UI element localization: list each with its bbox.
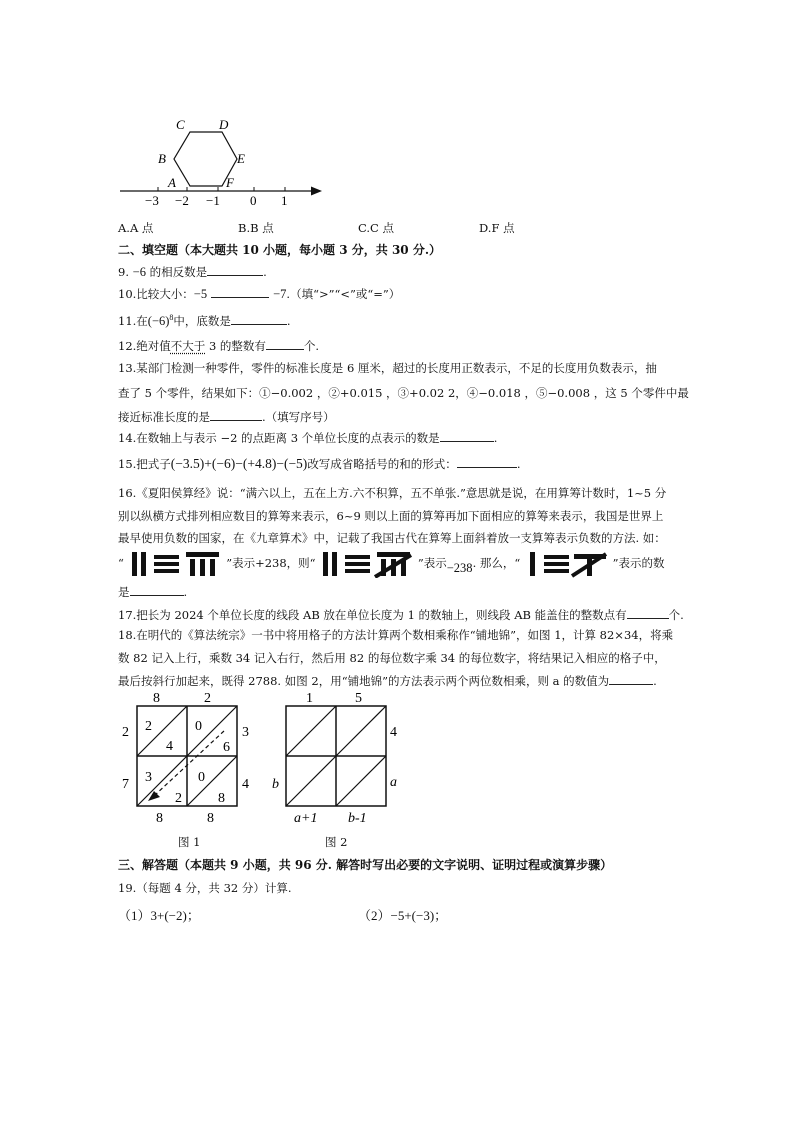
fig2-bottom-expression: a+1 — [294, 811, 318, 824]
q16-line2: 别以纵横方式排列相应数目的算筹来表示，6~9 则以上面的算筹再加下面相应的算筹来表示，我国是世界上 — [118, 509, 664, 523]
tick-label: −3 — [145, 193, 159, 208]
question-9 — [118, 263, 267, 280]
fig1-cell-digit: 0 — [198, 770, 205, 785]
question-18-line3 — [118, 672, 657, 689]
q8-option-a: A.A 点 — [118, 221, 154, 235]
q12-end: 个. — [303, 339, 320, 353]
q19-part-1: （1）3+(−2)； — [118, 908, 200, 923]
q11-text: 中，底数是 — [173, 314, 231, 328]
q14-end: . — [493, 431, 498, 445]
section2-title: 二、填空题（本大题共 10 小题，每小题 3 分，共 30 分.） — [118, 243, 441, 257]
number-line-arrow — [311, 187, 322, 196]
question-15 — [118, 455, 520, 472]
q8-option-c: C.C 点 — [358, 221, 394, 235]
q15-prefix: 15.把式子 — [118, 457, 171, 471]
q11-base: (−6) — [147, 314, 170, 328]
question-11 — [118, 312, 291, 329]
fig2-left-variable: b — [272, 777, 279, 792]
figure-1-caption: 图 1 — [178, 835, 201, 849]
q18-line1: 18.在明代的《算法统宗》一书中将用格子的方法计算两个数相乘称作“铺地锦”，如图 1，计算 82×34，将乘 — [118, 628, 674, 642]
fig1-cell-digit: 0 — [195, 719, 202, 734]
q16-text-b: ”表示+238，则“ — [226, 556, 316, 570]
q11-answer-blank[interactable] — [231, 312, 287, 325]
q15-expression: (−3.5)+(−6)−(+4.8)−(−5) — [170, 456, 308, 471]
q16-answer-blank[interactable] — [130, 583, 184, 596]
lattice-multiplication-figure-1 — [115, 688, 260, 824]
fig2-top-digit: 1 — [306, 691, 313, 706]
counting-rods-question-icon — [524, 550, 609, 578]
q10-prefix: 10.比较大小： — [118, 287, 194, 301]
q16-line1: 16.《夏阳侯算经》说：“满六以上，五在上方.六不积算，五不单张.”意思就是说，在用算筹计数时，1~5 分 — [118, 486, 667, 500]
question-16-line5 — [118, 583, 187, 600]
q10-right: −7 — [273, 287, 287, 301]
question-10 — [118, 285, 400, 302]
vertex-label-b: B — [158, 151, 166, 166]
fig2-right-digit: 4 — [390, 725, 397, 740]
fig1-cell-digit: 8 — [218, 791, 225, 806]
q14-answer-blank[interactable] — [440, 429, 494, 442]
fig2-right-variable: a — [390, 775, 397, 790]
vertex-label-f: F — [226, 175, 234, 190]
vertex-label-e: E — [237, 151, 245, 166]
q10-suffix: .（填“>”“<”或“=”） — [286, 287, 401, 301]
q9-end: . — [263, 265, 267, 279]
question-16-line4 — [118, 548, 664, 578]
q17-end: 个. — [668, 608, 684, 622]
q13-line3-text: 接近标准长度的是 — [118, 410, 210, 424]
q13-line3-end: .（填写序号） — [262, 410, 335, 424]
q18-line3-text: 最后按斜行加起来，既得 2788. 如图 2，用“铺地锦”的方法表示两个两位数相乘，则 a 的数值为 — [118, 674, 610, 688]
figure-2-caption: 图 2 — [325, 835, 348, 849]
q13-line1: 13.某部门检测一种零件，零件的标准长度是 6 厘米，超过的长度用正数表示，不足的长度用负数表示，抽 — [118, 361, 657, 375]
tick-label: −2 — [175, 193, 189, 208]
q15-text: 改写成省略括号的和的形式： — [307, 457, 457, 471]
q19-header: 19.（每题 4 分，共 32 分）计算. — [118, 881, 292, 895]
q10-answer-blank[interactable] — [211, 285, 269, 298]
q17-text: 17.把长为 2024 个单位长度的线段 AB 放在单位长度为 1 的数轴上，则线段 AB 能盖住的整数点有 — [118, 608, 627, 622]
fig1-cell-digit: 3 — [145, 770, 152, 785]
q9-text: 的相反数是 — [145, 265, 208, 279]
tick-label: −1 — [206, 193, 220, 208]
q16-value: −238 — [446, 561, 473, 575]
q11-exponent: 8 — [169, 313, 174, 323]
q19-part-2: （2）−5+(−3)； — [358, 908, 448, 923]
section3-title: 三、解答题（本题共 9 小题，共 96 分. 解答时写出必要的文字说明、证明过程或演算步骤） — [118, 858, 613, 872]
q11-end: . — [286, 314, 291, 328]
q16-line5-end: . — [183, 585, 188, 599]
fig1-top-digit: 8 — [153, 691, 160, 706]
fig1-cell-digit: 4 — [166, 739, 173, 754]
q9-prefix: 9. — [118, 265, 133, 279]
q10-left: −5 — [193, 287, 208, 301]
vertex-label-c: C — [176, 117, 185, 132]
q16-line5-text: 是 — [118, 585, 130, 599]
fig1-cell-digit: 6 — [223, 740, 230, 755]
q16-quote-open: “ — [118, 556, 124, 570]
q15-answer-blank[interactable] — [457, 455, 517, 468]
fig1-bottom-digit: 8 — [207, 811, 214, 824]
counting-rods-negative-238-icon — [319, 550, 414, 578]
fig2-top-digit: 5 — [355, 691, 362, 706]
q15-end: . — [516, 457, 521, 471]
q17-answer-blank[interactable] — [627, 606, 669, 619]
fig1-right-digit: 4 — [242, 777, 249, 792]
q8-option-d: D.F 点 — [479, 221, 515, 235]
q16-text-c: ”表示 — [417, 556, 447, 570]
fig2-bottom-expression: b-1 — [348, 811, 367, 824]
tick-label: 0 — [250, 193, 257, 208]
fig1-cell-digit: 2 — [145, 719, 152, 734]
question-13-line3 — [118, 408, 335, 425]
q12-prefix: 12.绝对值 — [118, 339, 171, 353]
q14-text: 14.在数轴上与表示 −2 的点距离 3 个单位长度的点表示的数是 — [118, 431, 440, 445]
fig1-top-digit: 2 — [204, 691, 211, 706]
q18-line3-end: . — [653, 674, 657, 688]
q18-answer-blank[interactable] — [609, 672, 653, 685]
q16-text-e: ”表示的数 — [612, 556, 665, 570]
q9-answer-blank[interactable] — [207, 263, 263, 276]
q16-text-d: . 那么，“ — [472, 556, 521, 570]
q12-answer-blank[interactable] — [266, 337, 304, 350]
vertex-label-d: D — [219, 117, 229, 132]
fig1-left-digit: 2 — [122, 725, 129, 740]
fig1-cell-digit: 2 — [175, 791, 182, 806]
q9-number: −6 — [132, 265, 146, 279]
hexagon-number-line-figure — [115, 112, 330, 208]
q16-line3: 最早使用负数的国家，在《九章算术》中，记载了我国古代在算筹上面斜着放一支算筹表示负数的方法. 如： — [118, 531, 666, 545]
fig1-left-digit: 7 — [122, 777, 129, 792]
fig1-bottom-digit: 8 — [156, 811, 163, 824]
q12-text: 3 的整数有 — [205, 339, 266, 353]
q8-option-b: B.B 点 — [238, 221, 274, 235]
q13-answer-blank[interactable] — [210, 408, 262, 421]
q12-dotted-emphasis: 不大于 — [170, 339, 206, 353]
q13-line2: 查了 5 个零件，结果如下：①−0.002 ，②+0.015 ，③+0.02 2，④−0.018 ，⑤−0.008 ，这 5 个零件中最 — [118, 386, 689, 400]
tick-label: 1 — [281, 193, 288, 208]
q18-line2: 数 82 记入上行，乘数 34 记入右行，然后用 82 的每位数字乘 34 的每位数字，将结果记入相应的格子中， — [118, 651, 666, 665]
question-17 — [118, 606, 684, 623]
q11-prefix: 11.在 — [118, 314, 148, 328]
fig1-right-digit: 3 — [242, 725, 249, 740]
question-12 — [118, 337, 319, 354]
counting-rods-238-icon — [128, 550, 223, 578]
question-14 — [118, 429, 497, 446]
lattice-multiplication-figure-2 — [268, 688, 413, 824]
vertex-label-a: A — [168, 175, 176, 190]
